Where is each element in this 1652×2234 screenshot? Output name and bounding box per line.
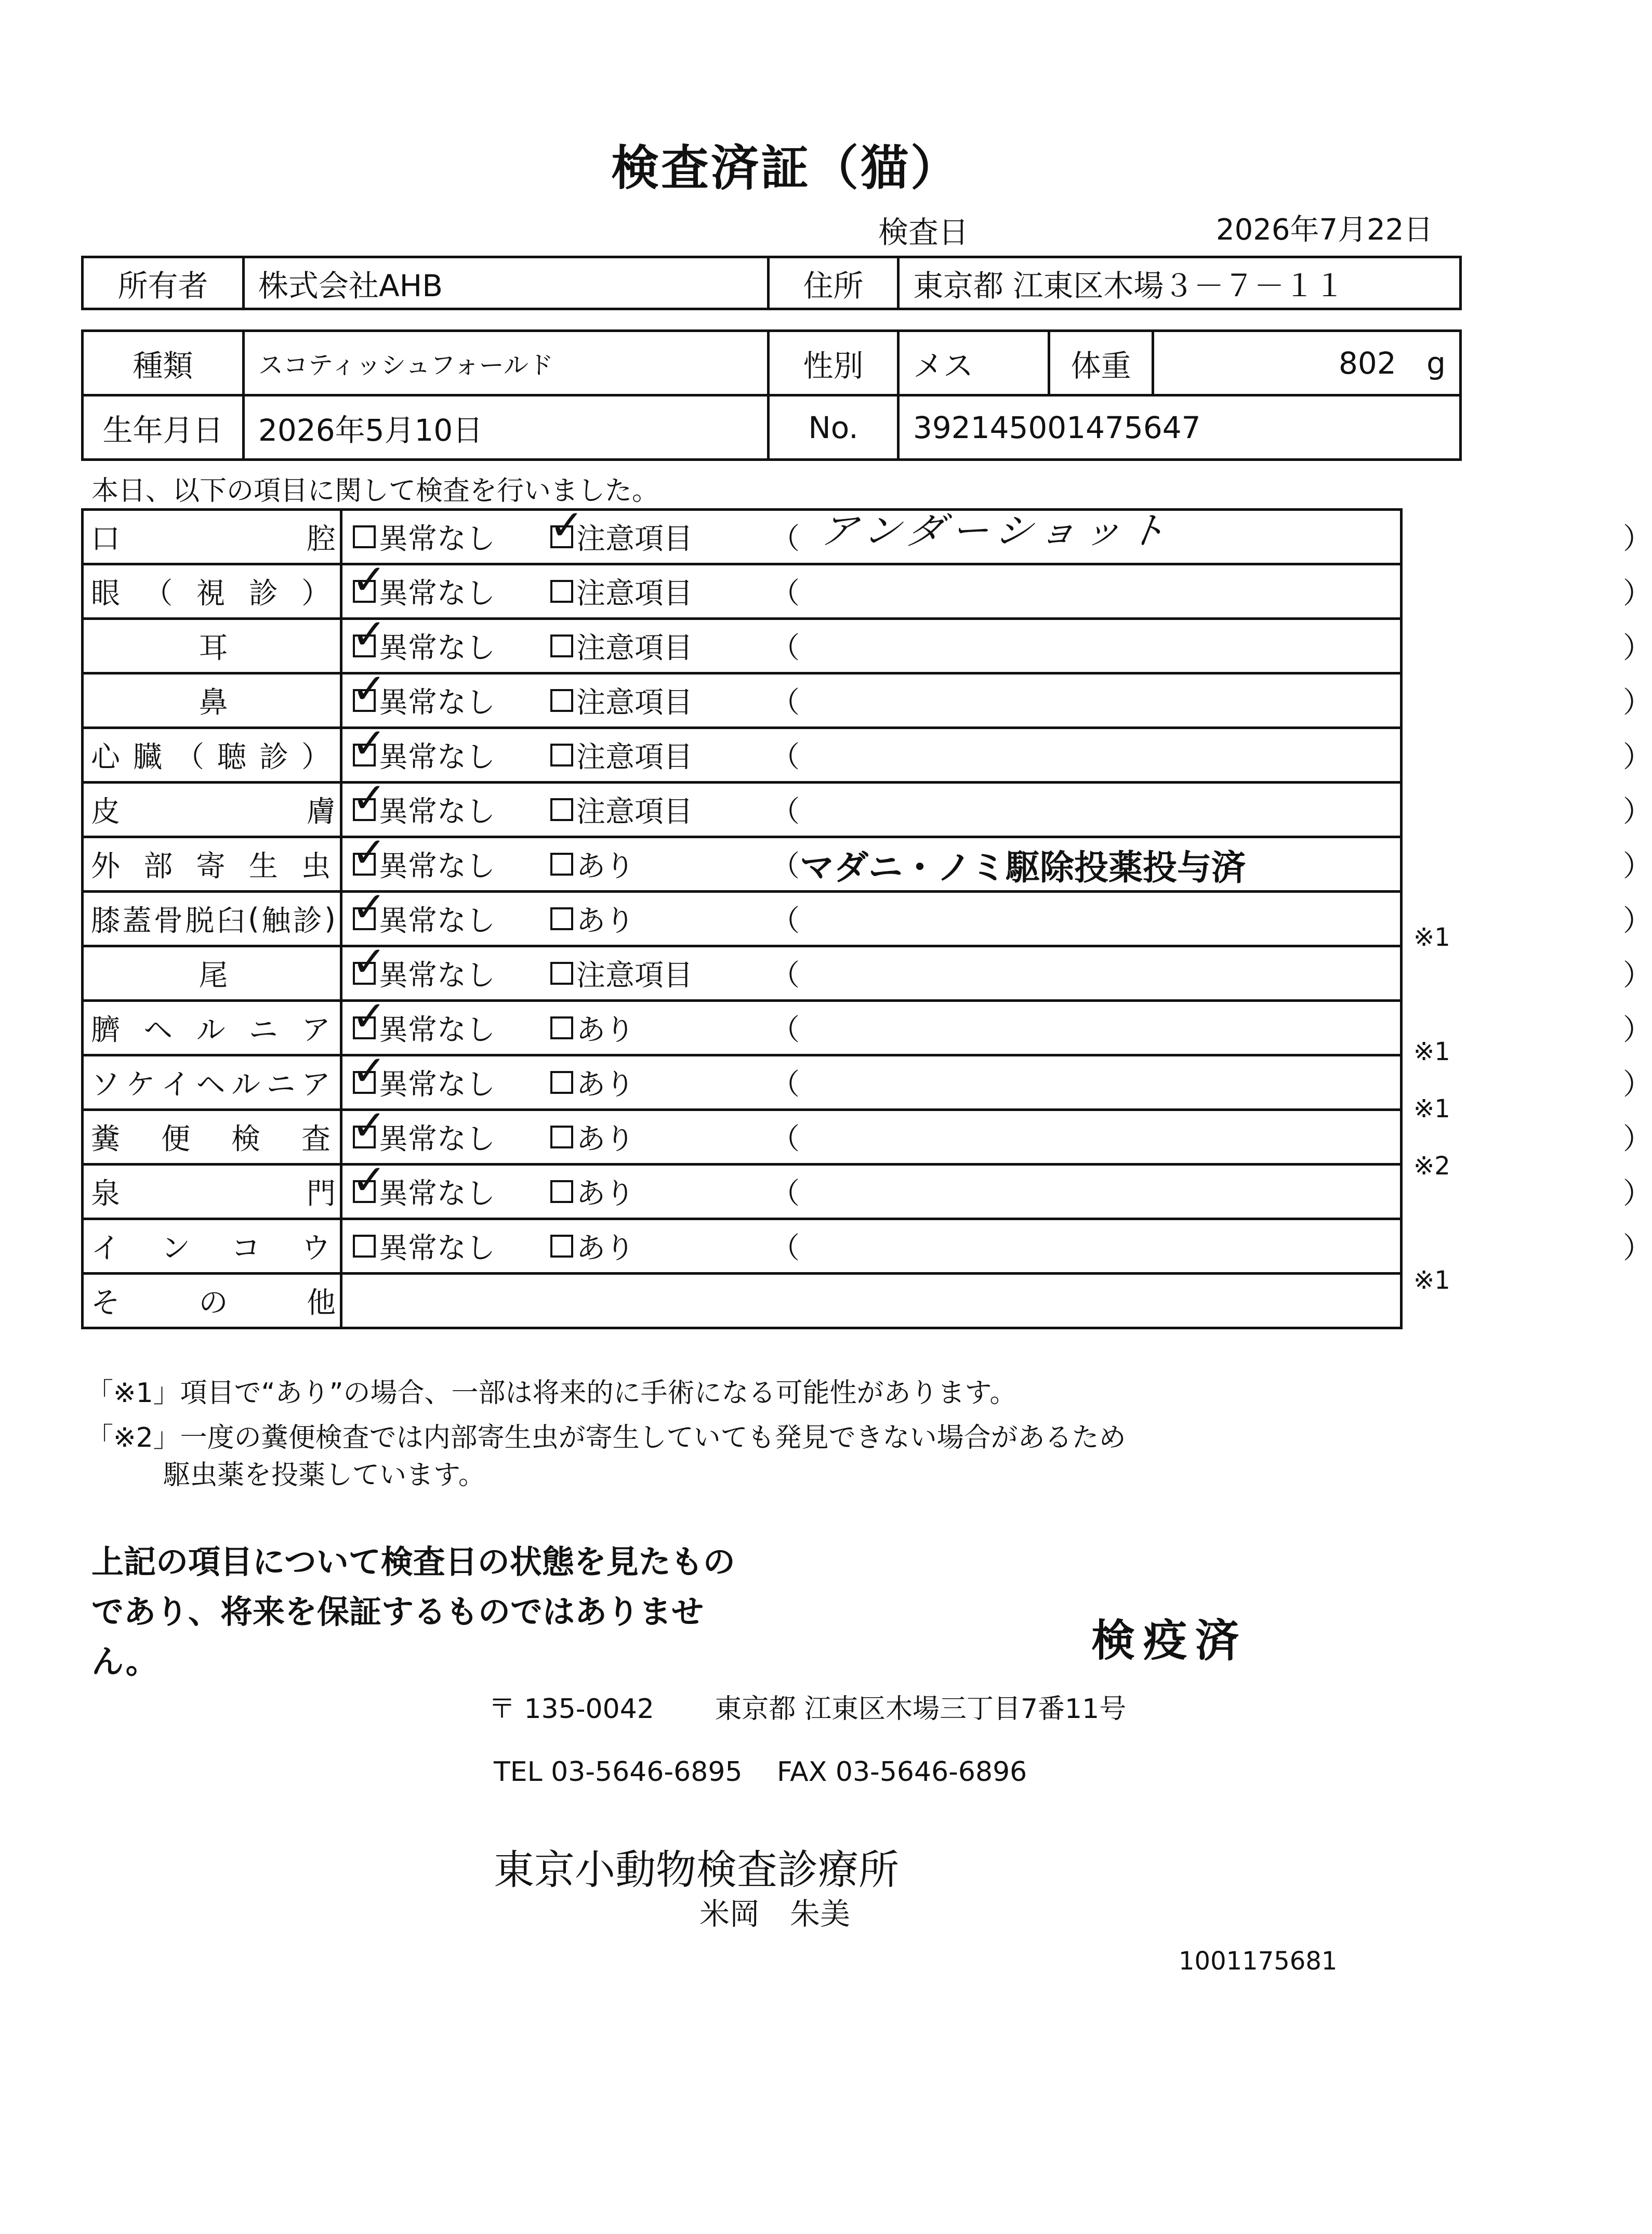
note-paren-close: ） (1623, 522, 1652, 556)
option-normal-label: 異常なし (379, 522, 495, 556)
inspection-date: 2026年7月22日 (1216, 213, 1433, 247)
option-finding-label: あり (576, 904, 635, 938)
option-finding (550, 675, 693, 726)
checkbox-finding[interactable] (550, 1180, 573, 1203)
no-value: 392145001475647 (898, 395, 1461, 460)
item-name-cell (83, 564, 341, 619)
item-name-cell (83, 837, 341, 892)
disclaimer: 上記の項目について検査日の状態を見たものであり、将来を保証するものではありません。 (91, 1543, 735, 1681)
item-row (83, 783, 1402, 837)
check-mark-icon: ✓ (352, 1047, 387, 1095)
item-result-line (342, 1220, 1652, 1272)
item-result-cell (341, 1156, 1652, 1219)
option-normal (352, 610, 495, 672)
note-paren-open: （ (771, 686, 800, 720)
sex-label: 性別 (769, 331, 898, 395)
item-row (83, 673, 1402, 728)
note-paren-open: （ (771, 795, 800, 829)
option-normal-label: 異常なし (379, 1122, 495, 1156)
option-normal-label: 異常なし (379, 1068, 495, 1102)
item-row (83, 1219, 1402, 1274)
option-finding-label: あり (576, 1068, 635, 1102)
item-name-cell (83, 510, 341, 564)
checkbox-finding[interactable] (550, 853, 573, 876)
note-paren-open: （ (771, 850, 800, 883)
item-result-cell (341, 883, 1652, 946)
item-row (83, 1055, 1402, 1110)
option-finding-label: 注意項目 (576, 577, 693, 611)
document-number: 1001175681 (1179, 1947, 1338, 1976)
note-paren-close: ） (1623, 686, 1652, 720)
checkbox-finding[interactable] (550, 634, 573, 657)
option-finding-label: 注意項目 (576, 686, 693, 720)
item-name: 糞 便 検 査 (91, 1122, 336, 1156)
note-paren-open: （ (771, 1177, 800, 1211)
issuer-person: 米岡 朱美 (699, 1896, 851, 1932)
item-result-cell (341, 1101, 1652, 1165)
item-result-line (342, 719, 1652, 781)
item-name: 心 臓 （ 聴 診 ） (91, 741, 336, 774)
owner-label: 所有者 (83, 257, 244, 309)
item-result-line (342, 992, 1652, 1054)
check-mark-icon: ✓ (352, 992, 387, 1040)
option-finding (550, 729, 693, 781)
item-name: 皮 膚 (91, 795, 336, 829)
item-name-cell (83, 1165, 341, 1219)
other-label: そ の 他 (91, 1286, 336, 1320)
note-paren-close: ） (1623, 1122, 1652, 1156)
footnote-mark: ※1 (1413, 923, 1450, 952)
option-normal-label: 異常なし (379, 577, 495, 611)
checkbox-finding[interactable] (549, 501, 585, 549)
checkbox-finding[interactable] (550, 689, 573, 712)
item-row (83, 728, 1402, 783)
option-normal (352, 1047, 495, 1108)
option-finding (550, 1220, 635, 1272)
item-name-cell (83, 1055, 341, 1110)
item-name: 耳 (199, 631, 228, 665)
item-name: 外 部 寄 生 虫 (91, 850, 336, 883)
check-mark-icon: ✓ (352, 883, 387, 931)
item-result-cell (341, 556, 1652, 619)
other-label-cell (83, 1274, 341, 1328)
checkbox-finding[interactable] (550, 1071, 573, 1094)
checkbox-normal[interactable] (352, 828, 387, 877)
checkbox-finding[interactable] (550, 798, 573, 821)
option-normal-label: 異常なし (379, 795, 495, 829)
note-paren-close: ） (1623, 631, 1652, 665)
item-row (83, 1110, 1402, 1165)
animal-table (81, 329, 1462, 461)
no-label: No. (769, 395, 898, 460)
note-paren-open: （ (771, 577, 800, 611)
option-normal (352, 774, 495, 836)
note-paren-close: ） (1623, 959, 1652, 993)
item-result-line (342, 1156, 1652, 1218)
inspection-date-label: 検査日 (878, 215, 969, 250)
item-result-cell (341, 937, 1652, 1001)
checkbox-finding[interactable] (550, 1235, 573, 1258)
item-row (83, 510, 1402, 564)
issuer-tel: TEL 03-5646-6895 (494, 1756, 743, 1788)
issuer-contact-line (494, 1756, 1027, 1788)
option-normal-label: 異常なし (379, 1232, 495, 1265)
option-finding (550, 1056, 635, 1108)
option-finding-label: あり (576, 1177, 635, 1211)
check-mark-icon: ✓ (352, 774, 387, 822)
item-name-cell (83, 946, 341, 1001)
item-name-cell (83, 1110, 341, 1165)
item-row (83, 1165, 1402, 1219)
item-name: 眼 （ 視 診 ） (91, 577, 336, 611)
weight-unit: g (1426, 345, 1446, 381)
note-paren-open: （ (771, 959, 800, 993)
dob-label: 生年月日 (83, 395, 244, 460)
footnote-2: 「※2」一度の糞便検査では内部寄生虫が寄生していても発見できない場合があるため (86, 1422, 1126, 1453)
option-finding (549, 501, 693, 563)
checkbox-normal[interactable] (352, 665, 387, 713)
item-result-cell (341, 774, 1652, 837)
item-name: ソ ケ イ ヘ ル ニ ア (91, 1068, 336, 1102)
item-name-cell (83, 728, 341, 783)
item-result-line (342, 501, 1652, 563)
item-result-line (342, 1047, 1652, 1108)
option-finding-label: 注意項目 (576, 631, 693, 665)
inspection-items-table (81, 501, 1652, 1329)
check-mark-icon: ✓ (352, 1156, 387, 1204)
item-name: イ ン コ ウ (91, 1232, 336, 1265)
note-paren-close: ） (1623, 1068, 1652, 1102)
option-finding (550, 784, 693, 836)
option-normal-label: 異常なし (379, 686, 495, 720)
item-note: アンダーショット (817, 509, 1177, 552)
owner-value: 株式会社AHB (244, 257, 769, 309)
other-row (83, 1274, 1402, 1328)
checkbox-normal[interactable] (352, 1047, 387, 1095)
intro-text: 本日、以下の項目に関して検査を行いました。 (91, 475, 659, 507)
breed-label: 種類 (83, 331, 244, 395)
note-paren-close: ） (1623, 850, 1652, 883)
address-value: 東京都 江東区木場３－７－１１ (898, 257, 1461, 309)
option-normal-label: 異常なし (379, 850, 495, 883)
item-result-line (342, 665, 1652, 726)
issuer-address-line (488, 1687, 1126, 1726)
item-result-cell (341, 719, 1652, 783)
item-name: 泉 門 (91, 1177, 336, 1211)
option-normal (352, 719, 495, 781)
option-finding (550, 565, 693, 617)
issuer-name: 東京小動物検査診療所 (494, 1847, 900, 1894)
note-paren-close: ） (1623, 741, 1652, 774)
footnote-mark: ※2 (1413, 1152, 1450, 1181)
checkbox-normal[interactable] (352, 1156, 387, 1204)
item-result-cell (341, 1047, 1652, 1110)
check-mark-icon: ✓ (352, 1101, 387, 1149)
issuer-address: 東京都 江東区木場三丁目7番11号 (715, 1694, 1127, 1725)
option-finding (550, 838, 635, 890)
item-name-cell (83, 783, 341, 837)
option-normal (353, 1220, 495, 1272)
item-result-cell (341, 828, 1652, 892)
check-mark-icon: ✓ (352, 719, 387, 768)
check-mark-icon: ✓ (352, 665, 387, 713)
check-mark-icon: ✓ (352, 610, 387, 658)
footnote-mark: ※1 (1413, 1094, 1450, 1123)
quarantine-stamp: 検疫済 (1091, 1615, 1248, 1666)
owner-table (81, 256, 1462, 310)
checkbox-normal[interactable] (352, 774, 387, 822)
option-finding-label: あり (576, 1013, 635, 1047)
option-finding-label: あり (576, 850, 635, 883)
item-name: 口 腔 (91, 522, 336, 556)
checkbox-finding[interactable] (550, 580, 573, 603)
sex-value: メス (898, 331, 1049, 395)
item-result-cell (341, 992, 1652, 1055)
option-normal-label: 異常なし (379, 631, 495, 665)
checkbox-normal[interactable] (353, 1235, 376, 1258)
weight-cell (1153, 331, 1461, 395)
footnote-2-cont: 駆虫薬を投薬しています。 (163, 1460, 485, 1491)
check-mark-icon: ✓ (352, 828, 387, 877)
item-row (83, 619, 1402, 673)
note-paren-open: （ (771, 522, 800, 556)
dob-value: 2026年5月10日 (244, 395, 769, 460)
checkbox-normal[interactable] (352, 937, 387, 986)
option-finding (550, 1002, 635, 1054)
note-paren-close: ） (1623, 904, 1652, 938)
breed-value: スコティッシュフォールド (244, 331, 769, 395)
option-finding (550, 620, 693, 672)
item-row (83, 564, 1402, 619)
item-row (83, 946, 1402, 1001)
checkbox-normal[interactable] (352, 883, 387, 931)
checkbox-normal[interactable] (352, 556, 387, 604)
checkbox-finding[interactable] (550, 962, 573, 985)
checkbox-normal[interactable] (353, 525, 376, 548)
weight-value: 802 (1339, 345, 1396, 381)
item-name-cell (83, 1219, 341, 1274)
page-title: 検査済証（猫） (611, 140, 960, 196)
check-mark-icon: ✓ (549, 501, 585, 549)
item-name-cell (83, 673, 341, 728)
option-normal (353, 511, 495, 563)
checkbox-finding[interactable] (550, 1126, 573, 1148)
option-normal-label: 異常なし (379, 904, 495, 938)
option-finding-label: 注意項目 (576, 741, 693, 774)
item-name-cell (83, 619, 341, 673)
item-result-line (342, 610, 1652, 672)
weight-label: 体重 (1049, 331, 1153, 395)
item-result-line (342, 828, 1652, 890)
option-normal (352, 937, 495, 999)
item-result-line (342, 937, 1652, 999)
option-finding-label: 注意項目 (576, 959, 693, 993)
other-value (341, 1274, 1402, 1328)
option-normal (352, 883, 495, 945)
option-normal (352, 1101, 495, 1163)
note-paren-close: ） (1623, 795, 1652, 829)
checkbox-normal[interactable] (352, 719, 387, 768)
note-paren-close: ） (1623, 1177, 1652, 1211)
item-row (83, 892, 1402, 946)
option-normal (352, 665, 495, 726)
option-normal (352, 1156, 495, 1218)
option-normal-label: 異常なし (379, 1013, 495, 1047)
item-result-cell (341, 1219, 1652, 1274)
checkbox-finding[interactable] (550, 744, 573, 766)
checkbox-finding[interactable] (550, 1016, 573, 1039)
note-paren-open: （ (771, 741, 800, 774)
item-result-line (342, 1101, 1652, 1163)
option-finding (550, 1166, 635, 1218)
option-finding (550, 947, 693, 999)
item-name-cell (83, 1001, 341, 1055)
postal-code: 〒 135-0042 (488, 1694, 654, 1725)
item-result-cell (341, 501, 1652, 564)
item-name-cell (83, 892, 341, 946)
option-normal-label: 異常なし (379, 959, 495, 993)
item-note: マダニ・ノミ駆除投薬投与済 (800, 847, 1246, 888)
note-paren-close: ） (1623, 1232, 1652, 1265)
checkbox-normal[interactable] (352, 1101, 387, 1149)
item-result-cell (341, 665, 1652, 728)
check-mark-icon: ✓ (352, 556, 387, 604)
option-finding-label: 注意項目 (576, 795, 693, 829)
check-mark-icon: ✓ (352, 937, 387, 986)
option-normal-label: 異常なし (379, 741, 495, 774)
option-normal (352, 992, 495, 1054)
item-row (83, 1001, 1402, 1055)
option-finding (550, 1111, 635, 1163)
footnote-1: 「※1」項目で“あり”の場合、一部は将来的に手術になる可能性があります。 (86, 1378, 1017, 1409)
checkbox-normal[interactable] (352, 610, 387, 658)
option-finding-label: あり (576, 1232, 635, 1265)
note-paren-close: ） (1623, 1013, 1652, 1047)
item-result-line (342, 774, 1652, 836)
issuer-fax: FAX 03-5646-6896 (777, 1756, 1027, 1788)
item-result-cell (341, 610, 1652, 673)
option-normal (352, 556, 495, 617)
option-normal (352, 828, 495, 890)
item-result-line (342, 883, 1652, 945)
item-name: 尾 (199, 959, 228, 993)
note-paren-open: （ (771, 1232, 800, 1265)
option-finding-label: あり (576, 1122, 635, 1156)
item-row (83, 837, 1402, 892)
checkbox-finding[interactable] (550, 907, 573, 930)
item-result-line (342, 556, 1652, 617)
option-finding (550, 893, 635, 945)
note-paren-open: （ (771, 904, 800, 938)
footnote-mark: ※1 (1413, 1266, 1450, 1295)
address-label: 住所 (769, 257, 898, 309)
checkbox-normal[interactable] (352, 992, 387, 1040)
note-paren-open: （ (771, 1122, 800, 1156)
item-name: 臍 ヘ ル ニ ア (91, 1013, 336, 1047)
item-name: 膝 蓋 骨 脱 臼 ( 触 診 ) (91, 902, 336, 938)
footnote-mark: ※1 (1413, 1037, 1450, 1066)
note-paren-open: （ (771, 1013, 800, 1047)
note-paren-open: （ (771, 1068, 800, 1102)
option-finding-label: 注意項目 (576, 522, 693, 556)
option-normal-label: 異常なし (379, 1177, 495, 1211)
note-paren-open: （ (771, 631, 800, 665)
item-name: 鼻 (199, 686, 228, 720)
note-paren-close: ） (1623, 577, 1652, 611)
